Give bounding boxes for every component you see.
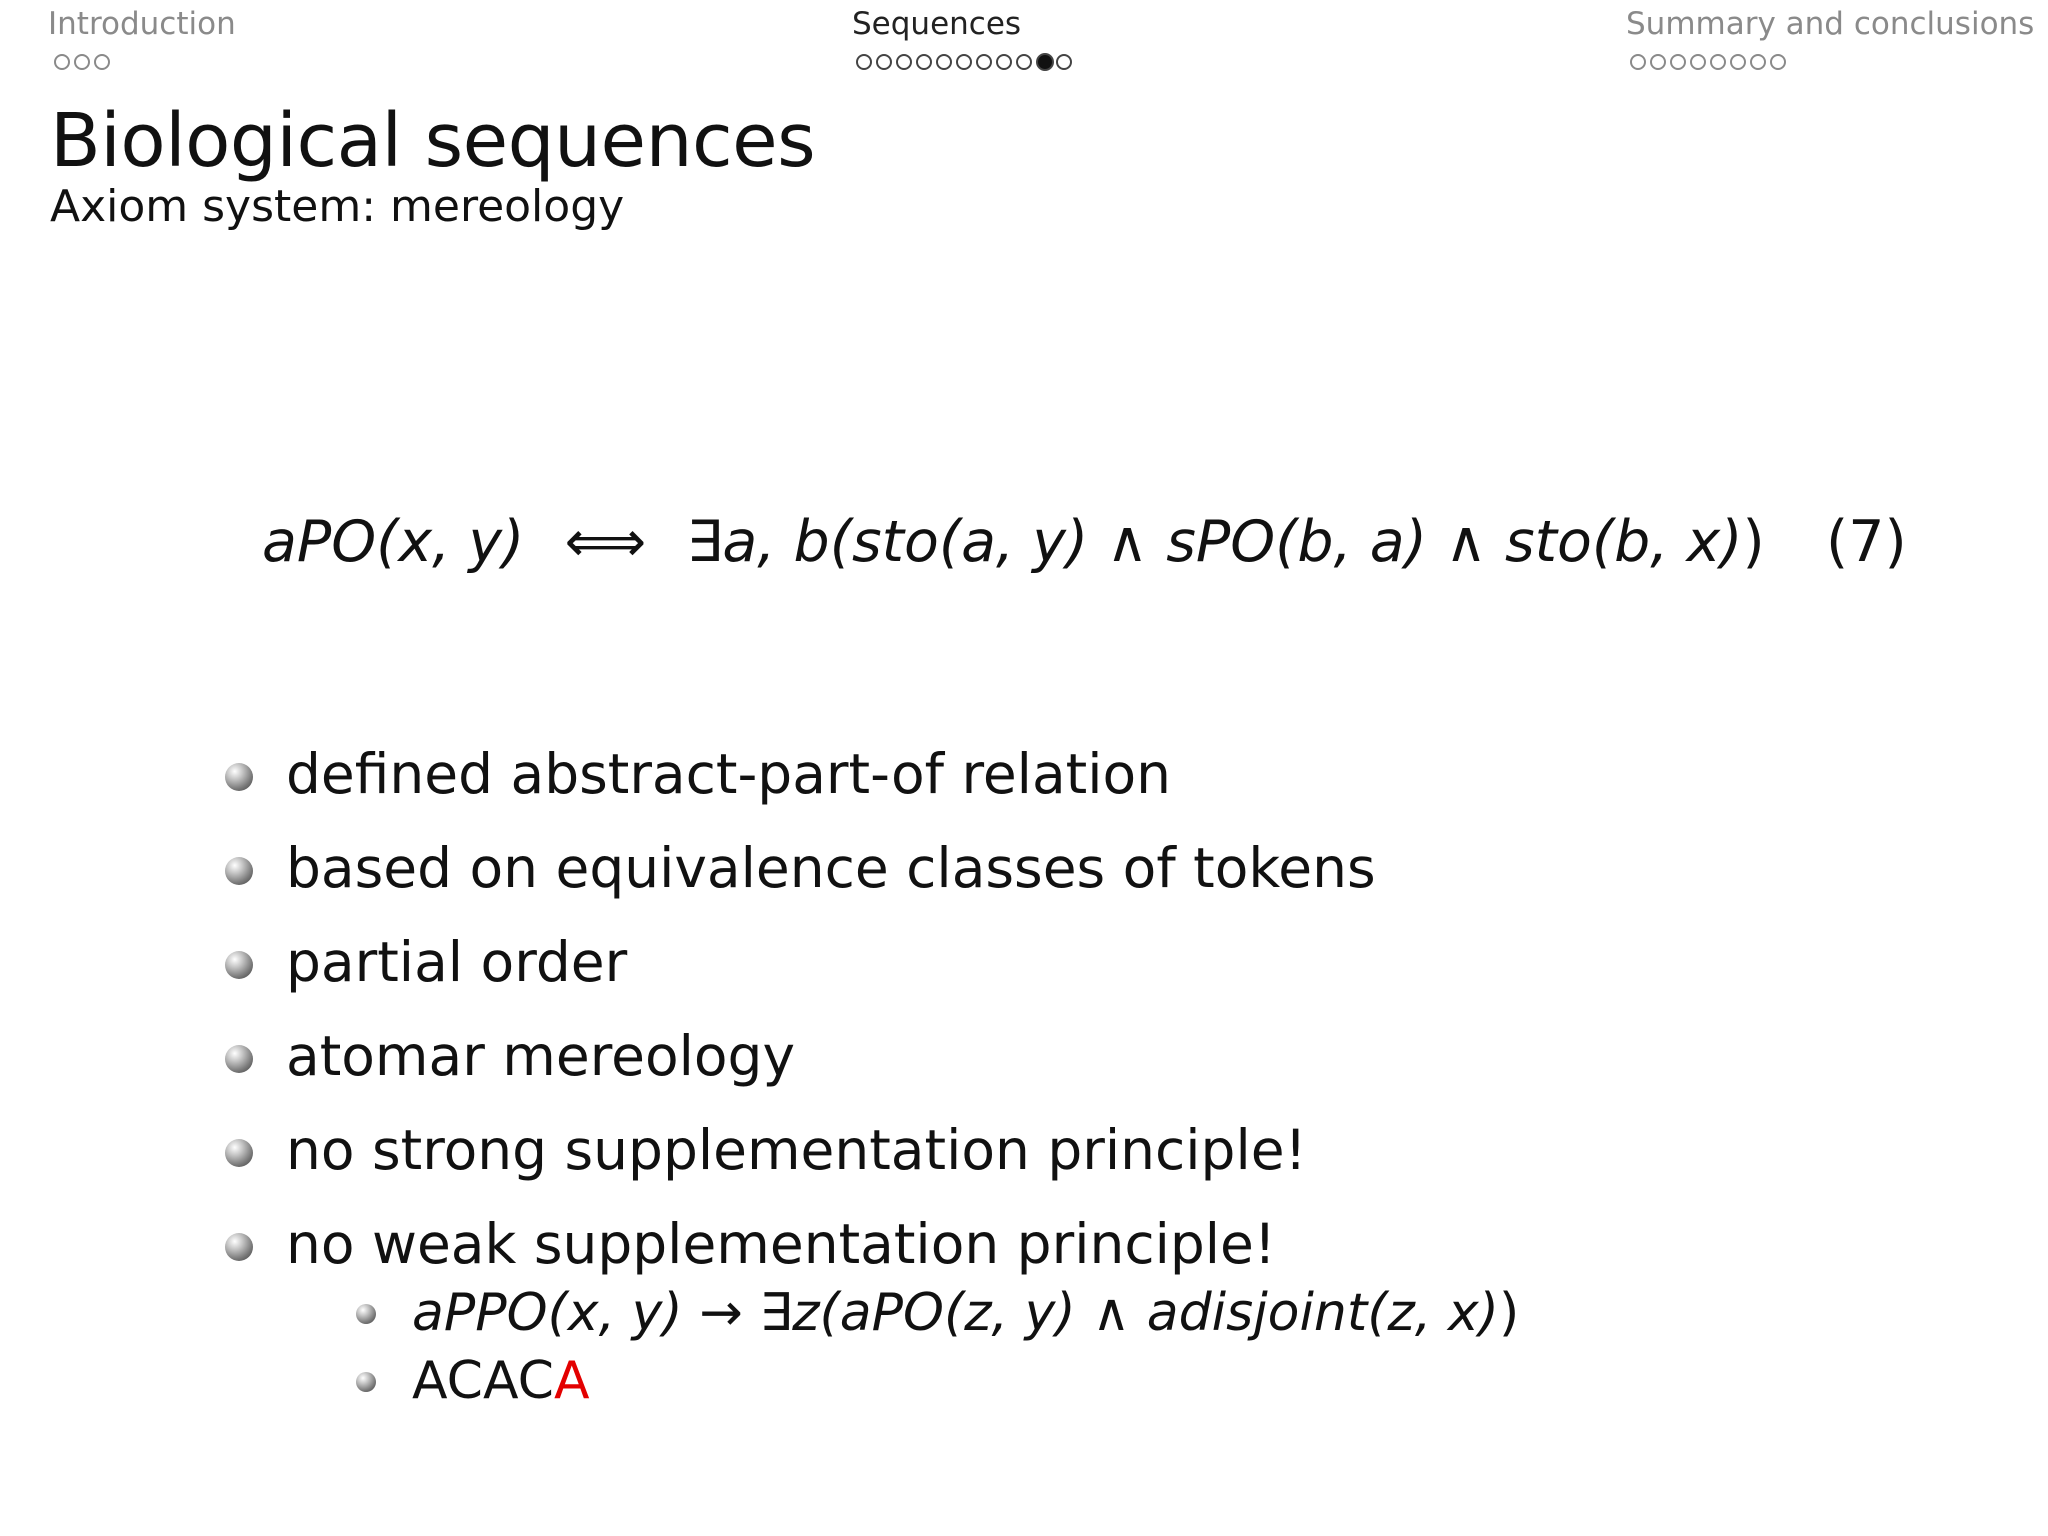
bullet-ball-icon [225,1139,253,1167]
nav-dot[interactable] [1750,54,1766,70]
nav-dot[interactable] [896,54,912,70]
bullet-item [220,828,1820,922]
equation-7 [262,502,1912,582]
nav-dot[interactable] [936,54,952,70]
bullet-text: atomar mereology [286,1024,795,1088]
wsp-formula-term-2: adisjoint(z, x) [1146,1283,1499,1343]
nav-section-sequences[interactable] [852,4,1021,44]
nav-section-introduction[interactable] [48,4,236,44]
equation-formula [262,502,1765,582]
bullet-item [220,734,1820,828]
nav-dot[interactable] [1710,54,1726,70]
nav-dot[interactable] [54,54,70,70]
and-symbol-2: ∧ [1445,509,1487,575]
nav-dot[interactable] [1650,54,1666,70]
nav-dot[interactable] [996,54,1012,70]
bullet-text: based on equivalence classes of tokens [286,836,1376,900]
and-symbol: ∧ [1092,1283,1131,1343]
sequence-example [412,1346,590,1416]
nav-title-sequences[interactable]: Sequences [852,6,1022,42]
bullet-text: no weak supplementation principle! [286,1212,1276,1276]
nav-dot[interactable] [1730,54,1746,70]
nav-title-introduction[interactable]: Introduction [48,6,236,42]
nav-dot[interactable] [956,54,972,70]
exists-symbol: ∃ [686,509,723,575]
sequence-prefix: ACAC [412,1351,554,1411]
nav-dot[interactable] [1630,54,1646,70]
wsp-formula-var: z( [792,1283,840,1343]
nav-dot[interactable] [1770,54,1786,70]
sub-bullet-ball-icon [356,1304,376,1324]
frame-title: Biological sequences [50,98,816,184]
implies-arrow: → [699,1283,743,1343]
wsp-formula-close: ) [1498,1283,1520,1343]
and-symbol-1: ∧ [1106,509,1149,575]
wsp-formula-term-1: aPO(z, y) [839,1283,1076,1343]
exists-symbol: ∃ [759,1283,793,1343]
nav-dot[interactable] [876,54,892,70]
nav-dot[interactable] [916,54,932,70]
equation-rhs-vars: a, b( [722,509,852,575]
nav-dot[interactable] [74,54,90,70]
bullet-text: partial order [286,930,628,994]
wsp-formula-antecedent: aPPO(x, y) [412,1283,683,1343]
bullet-item [220,1110,1820,1204]
sub-bullet-ball-icon [356,1372,376,1392]
nav-dot[interactable] [1056,54,1072,70]
equation-term-1: sto(a, y) [851,509,1089,575]
sequence-highlight: A [553,1351,590,1411]
nav-dot-current[interactable] [1036,53,1054,71]
bullet-ball-icon [225,1045,253,1073]
equation-close-paren: ) [1742,509,1765,575]
bullet-ball-icon [225,951,253,979]
nav-dot[interactable] [1690,54,1706,70]
bullet-text: defined abstract-part-of relation [286,742,1172,806]
frame-subtitle: Axiom system: mereology [50,181,625,232]
nav-dot[interactable] [94,54,110,70]
bullet-list [220,734,1820,1298]
wsp-formula [412,1278,1519,1348]
equation-term-3: sto(b, x) [1504,509,1743,575]
bullet-ball-icon [225,857,253,885]
bullet-text: no strong supplementation principle! [286,1118,1307,1182]
bullet-item [220,922,1820,1016]
iff-symbol: ⟺ [564,509,647,575]
nav-dot[interactable] [1016,54,1032,70]
nav-dot[interactable] [1670,54,1686,70]
nav-dot[interactable] [976,54,992,70]
nav-dot[interactable] [856,54,872,70]
bullet-item [220,1016,1820,1110]
equation-lhs: aPO(x, y) [262,509,525,575]
bullet-ball-icon [225,1233,253,1261]
equation-number: (7) [1826,509,1907,575]
equation-term-2: sPO(b, a) [1166,509,1427,575]
nav-title-summary[interactable]: Summary and conclusions [1626,6,2035,42]
bullet-ball-icon [225,763,253,791]
nav-section-summary[interactable] [1626,4,2034,44]
